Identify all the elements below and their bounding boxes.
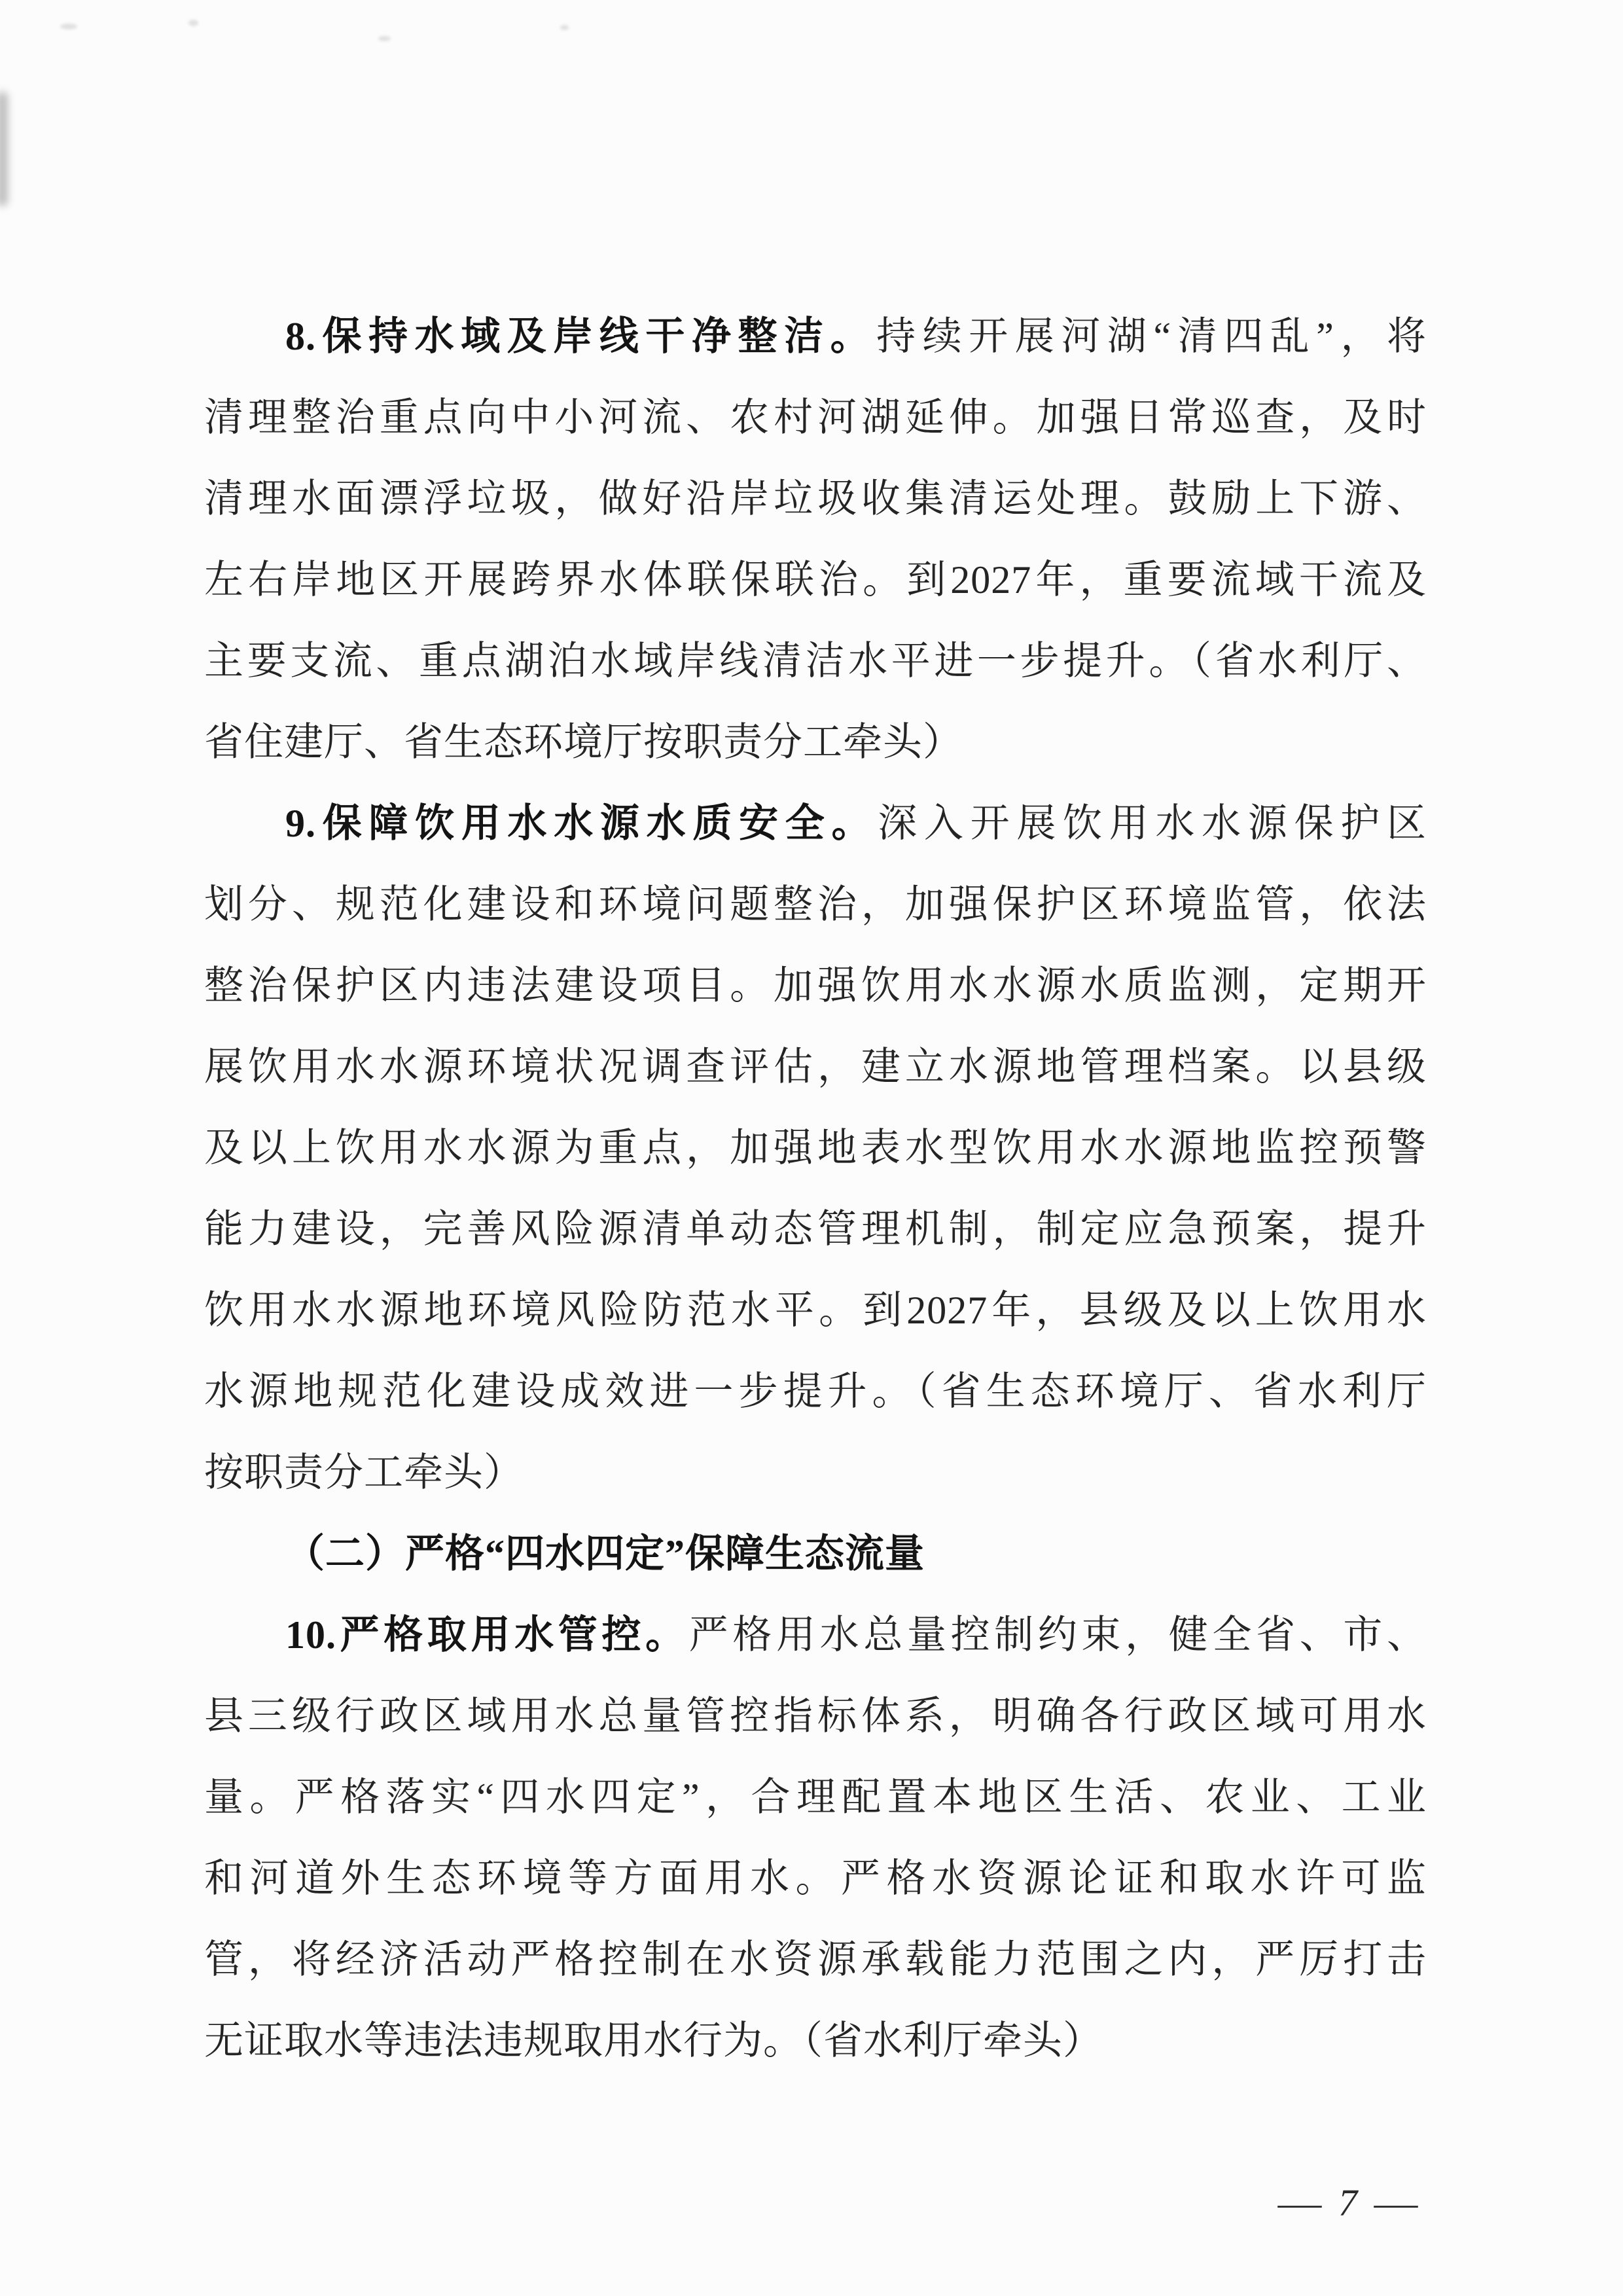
- doc-line: [204, 1513, 1427, 1594]
- doc-line: [204, 1189, 1427, 1270]
- doc-line: [204, 1838, 1427, 1919]
- doc-line: [204, 702, 1427, 783]
- line-text: 水源地规范化建设成效进一步提升。（省生态环境厅、省水利厅: [204, 1370, 1427, 1413]
- line-text: 主要支流、重点湖泊水域岸线清洁水平进一步提升。（省水利厅、: [204, 639, 1427, 683]
- doc-line: [204, 1919, 1427, 2000]
- doc-line: [204, 539, 1427, 620]
- line-text: 能力建设，完善风险源清单动态管理机制，制定应急预案，提升: [204, 1208, 1427, 1251]
- page-number: 7: [1338, 2181, 1357, 2224]
- scan-speck: [378, 36, 391, 41]
- line-text: 无证取水等违法违规取用水行为。（省水利厅牵头）: [204, 2019, 1103, 2062]
- paragraph-item-9: [204, 783, 1427, 1513]
- doc-line: [204, 1594, 1427, 1676]
- paragraph-item-8: [204, 296, 1427, 783]
- line-text: 省住建厅、省生态环境厅按职责分工牵头）: [204, 721, 963, 764]
- doc-line: [204, 377, 1427, 458]
- doc-line: [204, 864, 1427, 945]
- line-bold-text: 10.严格取用水管控。: [285, 1613, 689, 1657]
- section-heading: [204, 1513, 1427, 1594]
- doc-line: [204, 2000, 1427, 2081]
- doc-line: [204, 1757, 1427, 1838]
- scan-smudge: [0, 92, 8, 206]
- footer-dash-right: —: [1374, 2181, 1418, 2224]
- doc-line: [204, 1351, 1427, 1432]
- line-text: 饮用水水源地环境风险防范水平。到2027年，县级及以上饮用水: [204, 1289, 1427, 1332]
- line-text: 左右岸地区开展跨界水体联保联治。到2027年，重要流域干流及: [204, 558, 1427, 601]
- line-text: 划分、规范化建设和环境问题整治，加强保护区环境监管，依法: [204, 883, 1427, 926]
- document-body: [204, 296, 1427, 2081]
- doc-line: [204, 1026, 1427, 1107]
- line-text: 深入开展饮用水水源保护区: [878, 802, 1427, 845]
- doc-line: [204, 945, 1427, 1026]
- line-text: 及以上饮用水水源为重点，加强地表水型饮用水水源地监控预警: [204, 1126, 1427, 1170]
- doc-line: [204, 783, 1427, 864]
- line-text: 展饮用水水源环境状况调查评估，建立水源地管理档案。以县级: [204, 1045, 1427, 1088]
- page-footer: [1277, 2181, 1418, 2225]
- line-text: 清理水面漂浮垃圾，做好沿岸垃圾收集清运处理。鼓励上下游、: [204, 477, 1427, 520]
- doc-line: [204, 1107, 1427, 1189]
- doc-line: [204, 620, 1427, 702]
- paragraph-item-10: [204, 1594, 1427, 2081]
- doc-line: [204, 1676, 1427, 1757]
- scan-speck: [188, 20, 198, 26]
- doc-line: [204, 458, 1427, 539]
- line-text: 县三级行政区域用水总量管控指标体系，明确各行政区域可用水: [204, 1695, 1427, 1738]
- line-bold-text: 9.保障饮用水水源水质安全。: [285, 802, 878, 845]
- line-text: 持续开展河湖“清四乱”，将: [876, 315, 1427, 358]
- doc-line: [204, 1432, 1427, 1513]
- line-text: 和河道外生态环境等方面用水。严格水资源论证和取水许可监: [204, 1857, 1427, 1900]
- doc-line: [204, 296, 1427, 377]
- scan-speck: [60, 24, 77, 29]
- line-bold-text: （二）严格“四水四定”保障生态流量: [285, 1532, 925, 1575]
- line-text: 清理整治重点向中小河流、农村河湖延伸。加强日常巡查，及时: [204, 396, 1427, 439]
- line-text: 整治保护区内违法建设项目。加强饮用水水源水质监测，定期开: [204, 964, 1427, 1007]
- line-text: 管，将经济活动严格控制在水资源承载能力范围之内，严厉打击: [204, 1938, 1427, 1981]
- line-text: 按职责分工牵头）: [204, 1451, 524, 1494]
- line-text: 量。严格落实“四水四定”，合理配置本地区生活、农业、工业: [204, 1776, 1427, 1819]
- doc-line: [204, 1270, 1427, 1351]
- scan-speck: [560, 25, 569, 30]
- line-bold-text: 8.保持水域及岸线干净整洁。: [285, 315, 877, 358]
- footer-dash-left: —: [1277, 2181, 1322, 2224]
- line-text: 严格用水总量控制约束，健全省、市、: [688, 1613, 1427, 1657]
